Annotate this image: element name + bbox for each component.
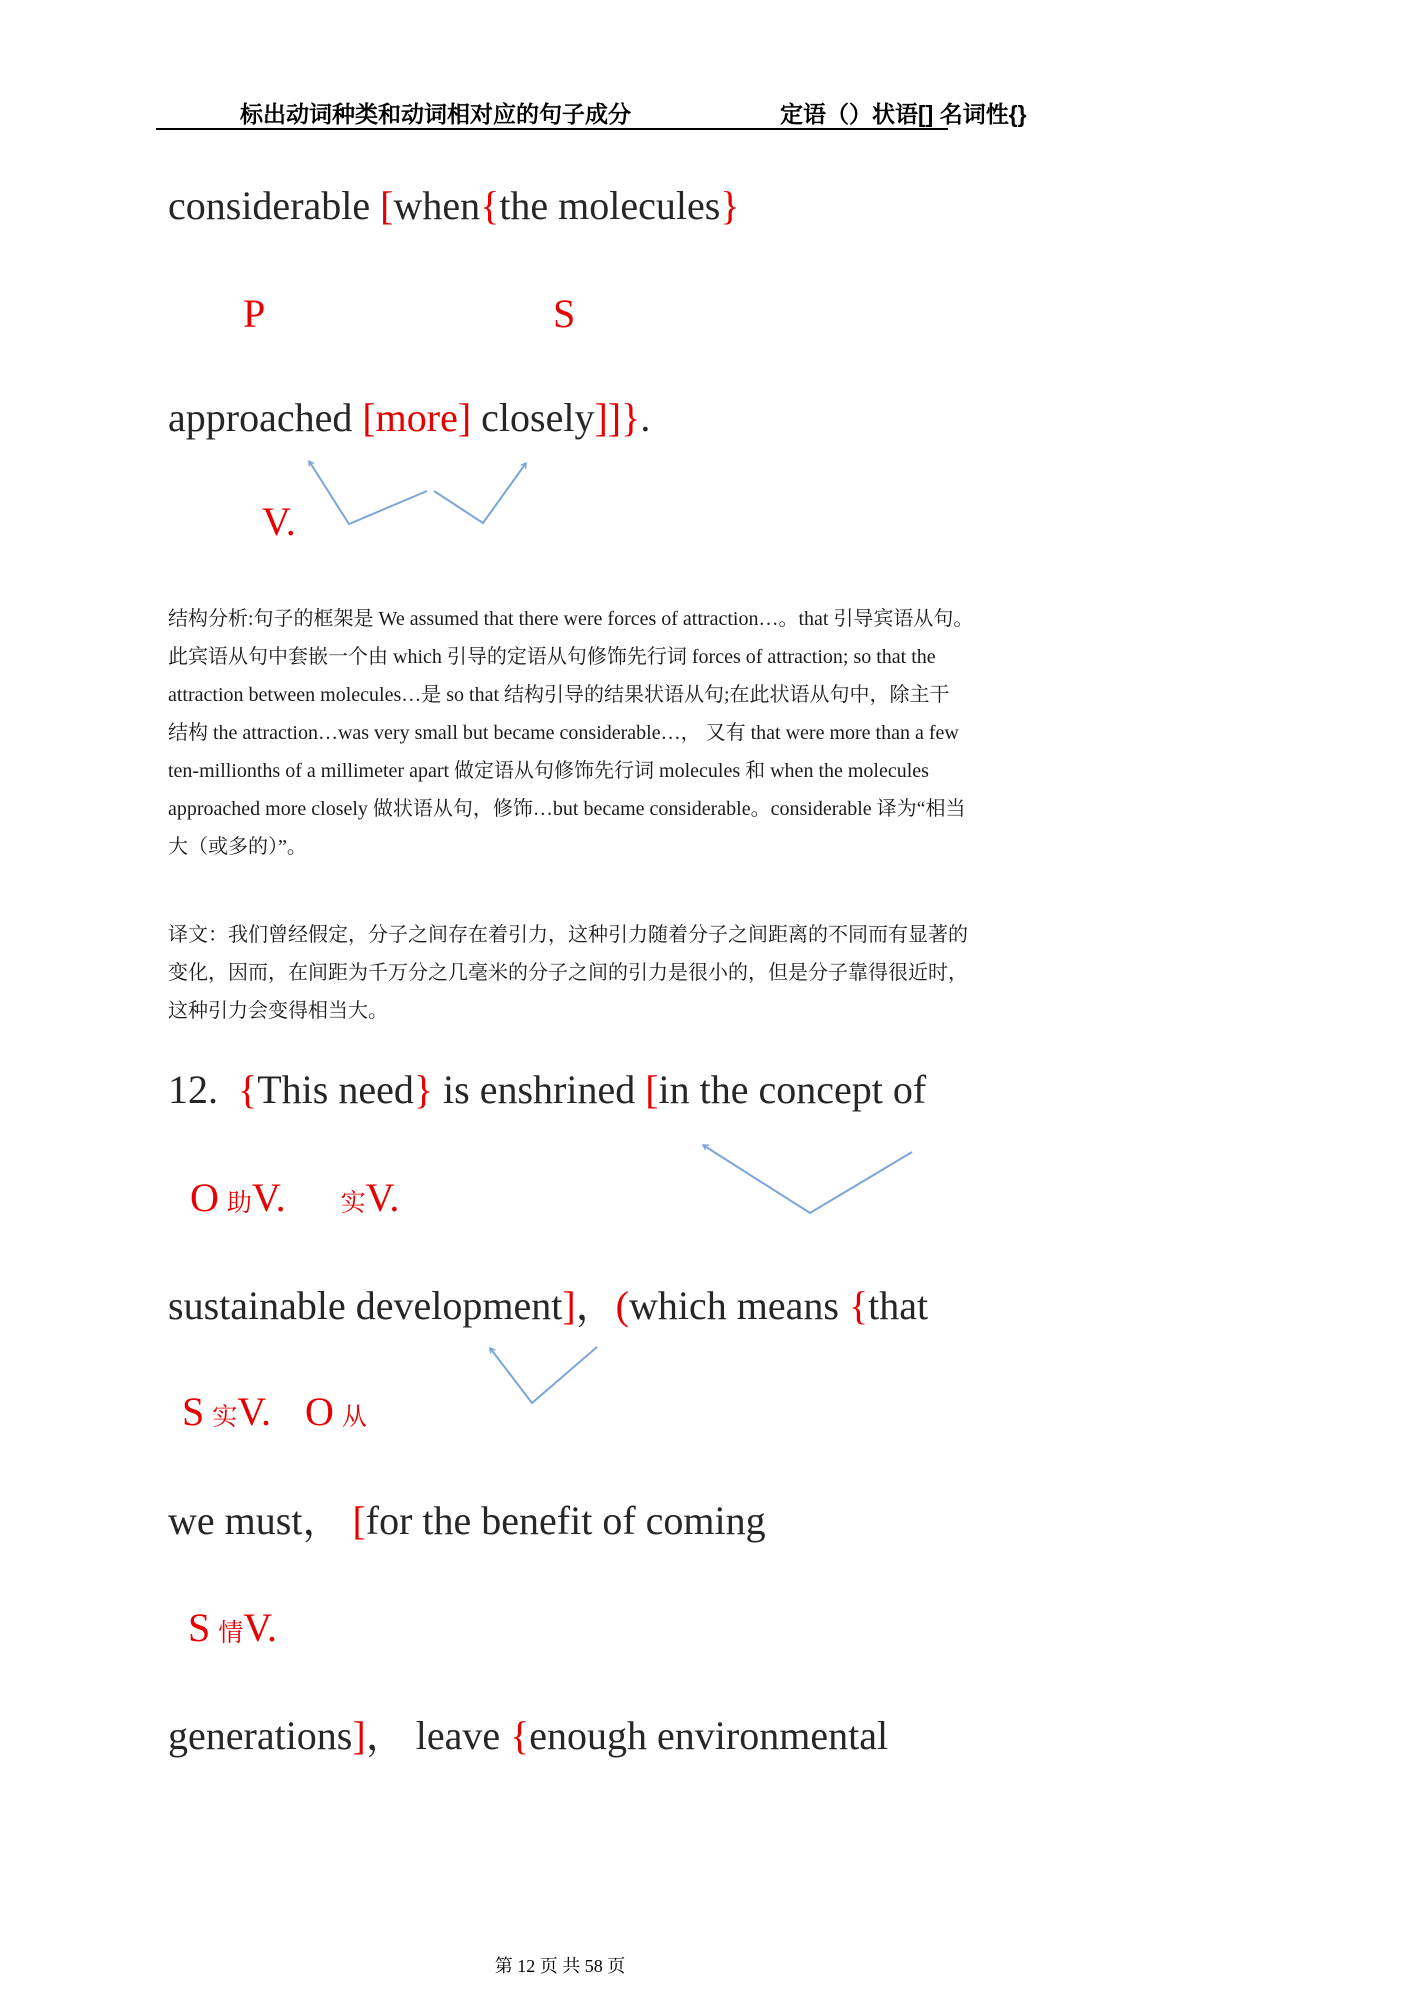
footer-page-number: 第 12 页 共 58 页	[494, 1956, 626, 1976]
header-rule	[156, 128, 948, 130]
analysis-line: 结构分析:句子的框架是 We assumed that there were forces of attraction…。that 引导宾语从句。	[168, 608, 974, 630]
analysis-line: attraction between molecules…是 so that 结构引导的结果状语从句;在此状语从句中，除主干	[168, 684, 950, 706]
analysis-line: approached more closely 做状语从句，修饰…but became considerable。considerable 译为“相当	[168, 798, 966, 820]
analysis-paragraph	[168, 600, 973, 866]
arrow-more-to-closely	[434, 463, 526, 523]
sentence-line-sustainable: sustainable development]，(which means {that	[168, 1283, 929, 1328]
grammar-label-v: V.	[262, 499, 296, 544]
header-right-legend: 定语（）状语[] 名词性{}	[780, 101, 1027, 127]
arrow-concept-to-enshrined	[690, 1135, 925, 1223]
header-left-title: 标出动词种类和动词相对应的句子成分	[240, 101, 631, 127]
analysis-line: ten-millionths of a millimeter apart 做定语从句修饰先行词 molecules 和 when the molecules	[168, 760, 929, 782]
sentence-line-12-this-need: 12. {This need} is enshrined [in the concept of	[168, 1067, 927, 1112]
translation-line: 这种引力会变得相当大。	[168, 1000, 388, 1022]
analysis-line: 大（或多的）”。	[168, 836, 307, 858]
grammar-labels-o-v: O助V. 实V.	[190, 1175, 400, 1220]
translation-line: 译文：我们曾经假定，分子之间存在着引力，这种引力随着分子之间距离的不同而有显著的	[168, 924, 968, 946]
arrow-which-to-development	[478, 1336, 608, 1412]
sentence-line-considerable: considerable [when{the molecules}	[168, 183, 740, 228]
translation-line: 变化，因而，在间距为千万分之几毫米的分子之间的引力是很小的，但是分子靠得很近时，	[168, 962, 968, 984]
arrow-more-to-approached	[290, 448, 550, 540]
grammar-labels-s-v: S情V.	[188, 1605, 277, 1650]
analysis-line: 此宾语从句中套嵌一个由 which 引导的定语从句修饰先行词 forces of attraction; so that the	[168, 646, 936, 668]
grammar-label-p: P	[243, 291, 266, 336]
sentence-line-generations: generations]， leave {enough environmental	[168, 1713, 889, 1758]
grammar-label-s: S	[553, 291, 576, 336]
sentence-line-approached: approached [more] closely]]}.	[168, 395, 651, 440]
analysis-line: 结构 the attraction…was very small but became considerable…， 又有 that were more than a few	[168, 722, 959, 744]
translation-paragraph	[168, 916, 968, 1030]
grammar-labels-s-o: S实V. O 从	[182, 1389, 367, 1434]
sentence-line-we-must: we must， [for the benefit of coming	[168, 1498, 766, 1543]
